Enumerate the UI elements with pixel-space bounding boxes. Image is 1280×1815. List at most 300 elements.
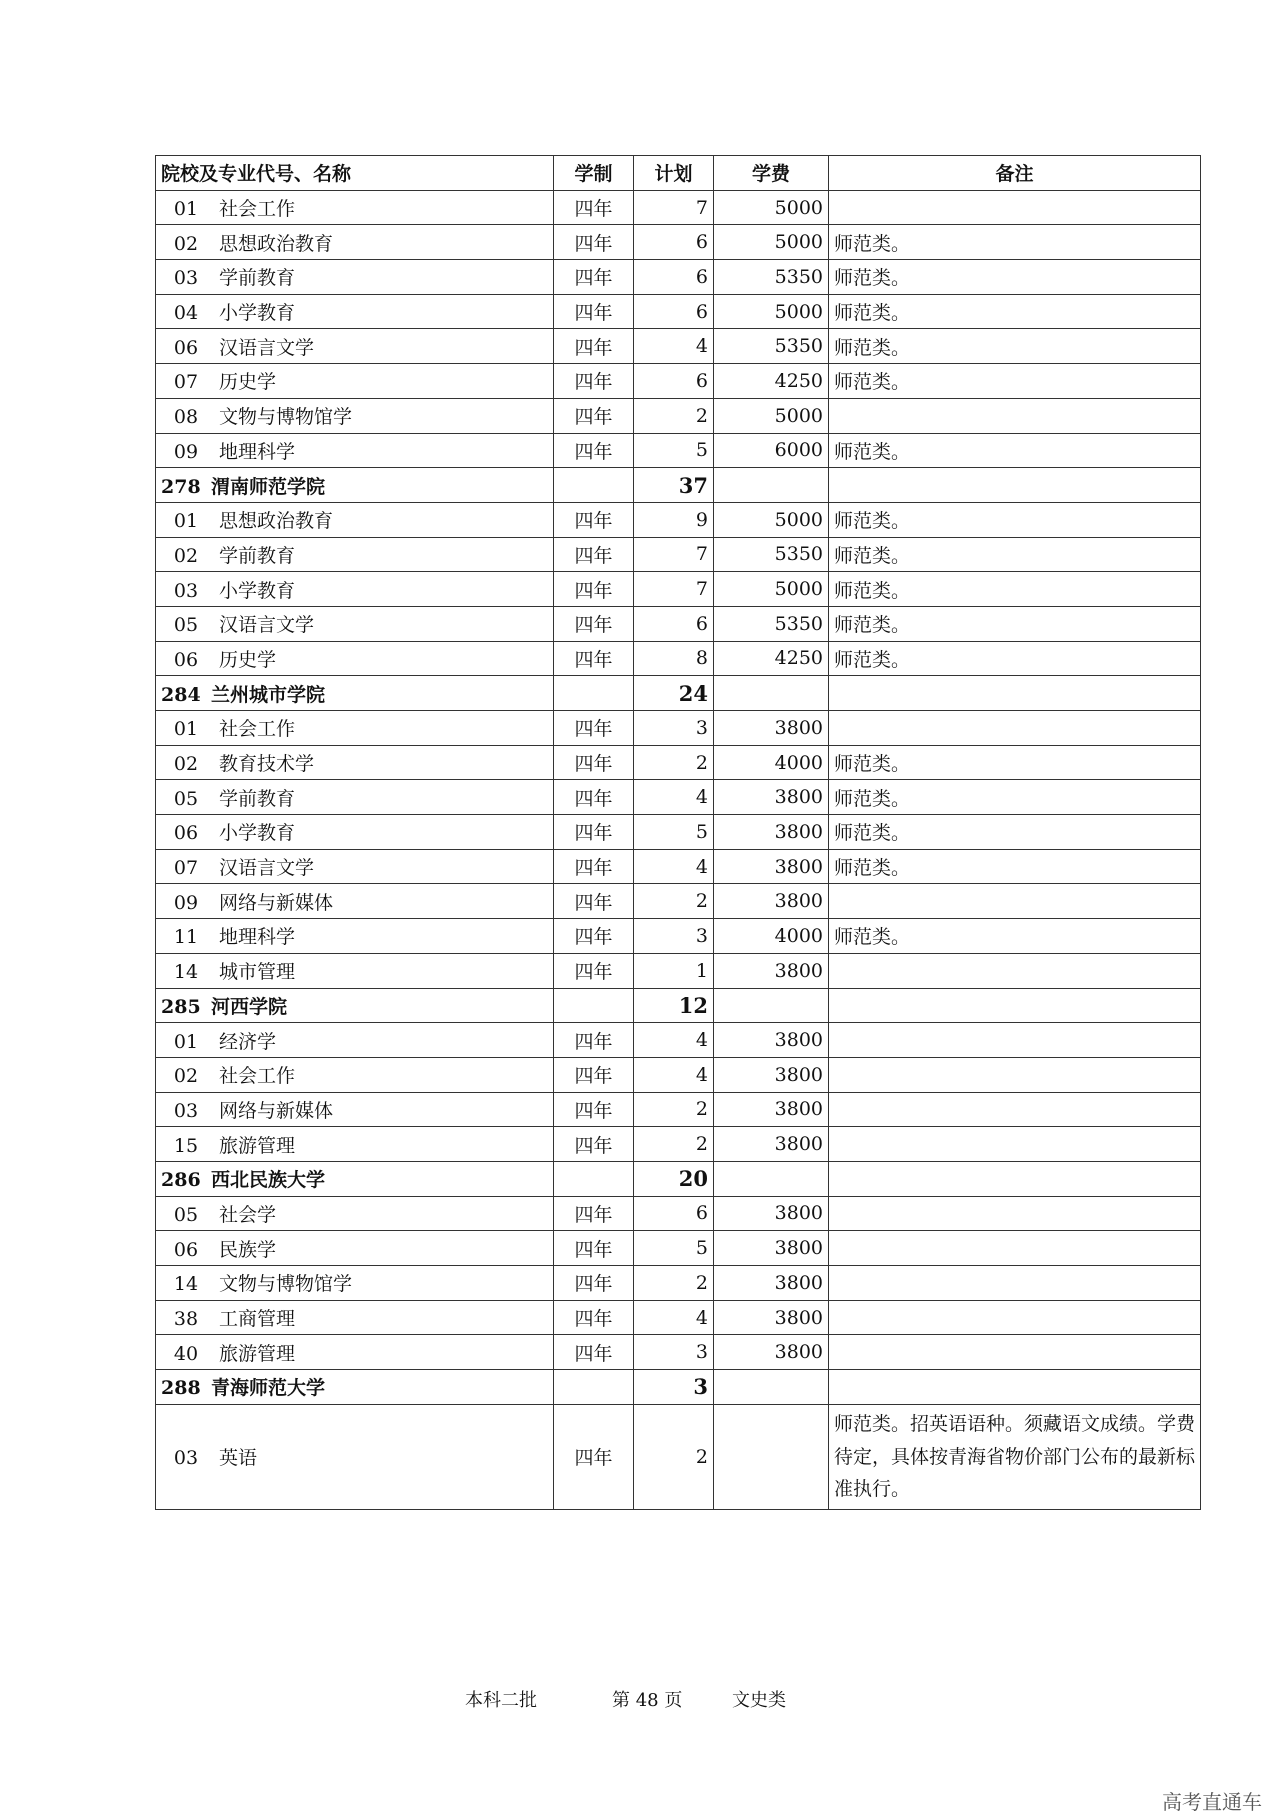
major-name-cell <box>156 1023 554 1058</box>
length-cell: 四年 <box>554 537 634 572</box>
note-cell: 师范类。 <box>829 294 1201 329</box>
major-code: 07 <box>173 857 199 880</box>
note-cell: 师范类。 <box>829 502 1201 537</box>
fee-cell: 3800 <box>714 1023 829 1058</box>
note-cell <box>829 1196 1201 1231</box>
major-name: 历史学 <box>219 648 277 671</box>
length-cell: 四年 <box>554 606 634 641</box>
enrollment-plan-table <box>155 155 1201 1510</box>
table-body <box>156 190 1201 1509</box>
school-name-cell <box>156 988 554 1023</box>
length-cell <box>554 988 634 1023</box>
fee-cell: 4000 <box>714 745 829 780</box>
major-name: 网络与新媒体 <box>219 1099 334 1122</box>
school-row <box>156 468 1201 503</box>
major-row <box>156 225 1201 260</box>
school-name-cell <box>156 1161 554 1196</box>
fee-cell: 4000 <box>714 919 829 954</box>
major-code: 03 <box>173 579 199 602</box>
length-cell: 四年 <box>554 745 634 780</box>
major-name: 汉语言文学 <box>219 614 315 637</box>
footer-category: 文史类 <box>732 1690 786 1711</box>
major-name-cell <box>156 1092 554 1127</box>
major-row <box>156 1300 1201 1335</box>
plan-cell: 2 <box>634 1404 714 1509</box>
length-cell: 四年 <box>554 398 634 433</box>
major-name: 小学教育 <box>219 822 296 845</box>
major-code: 02 <box>173 753 199 776</box>
major-name: 小学教育 <box>219 302 296 325</box>
length-cell: 四年 <box>554 919 634 954</box>
major-code: 05 <box>173 1203 199 1226</box>
major-code: 03 <box>173 1447 199 1470</box>
major-name-cell <box>156 364 554 399</box>
note-cell: 师范类。 <box>829 329 1201 364</box>
header-length: 学制 <box>554 156 634 191</box>
plan-cell: 3 <box>634 919 714 954</box>
plan-cell: 4 <box>634 1300 714 1335</box>
note-cell <box>829 398 1201 433</box>
length-cell: 四年 <box>554 1231 634 1266</box>
note-cell <box>829 1300 1201 1335</box>
major-code: 04 <box>173 302 199 325</box>
major-name-cell <box>156 780 554 815</box>
major-name: 旅游管理 <box>219 1134 296 1157</box>
major-row <box>156 260 1201 295</box>
fee-cell: 3800 <box>714 815 829 850</box>
major-name-cell <box>156 1057 554 1092</box>
length-cell: 四年 <box>554 1196 634 1231</box>
footer-page-number: 第 48 页 <box>612 1690 683 1711</box>
major-row <box>156 1196 1201 1231</box>
major-name-cell <box>156 1196 554 1231</box>
major-name-cell <box>156 745 554 780</box>
fee-cell <box>714 468 829 503</box>
major-code: 05 <box>173 787 199 810</box>
major-name: 英语 <box>219 1447 258 1470</box>
school-row <box>156 1161 1201 1196</box>
major-code: 14 <box>173 961 199 984</box>
note-cell: 师范类。招英语语种。须藏语文成绩。学费待定，具体按青海省物价部门公布的最新标准执行。 <box>829 1404 1201 1509</box>
major-name: 思想政治教育 <box>219 510 334 533</box>
school-name: 西北民族大学 <box>211 1169 326 1192</box>
fee-cell: 5000 <box>714 502 829 537</box>
note-cell <box>829 1023 1201 1058</box>
plan-cell: 2 <box>634 1266 714 1301</box>
plan-cell: 6 <box>634 364 714 399</box>
major-name-cell <box>156 884 554 919</box>
major-name: 经济学 <box>219 1030 277 1053</box>
length-cell: 四年 <box>554 502 634 537</box>
length-cell: 四年 <box>554 1023 634 1058</box>
fee-cell: 5000 <box>714 225 829 260</box>
header-plan: 计划 <box>634 156 714 191</box>
major-row <box>156 1057 1201 1092</box>
major-row <box>156 815 1201 850</box>
school-row <box>156 676 1201 711</box>
length-cell <box>554 676 634 711</box>
major-name: 民族学 <box>219 1238 277 1261</box>
major-name: 地理科学 <box>219 926 296 949</box>
major-row <box>156 1335 1201 1370</box>
fee-cell: 3800 <box>714 1057 829 1092</box>
plan-cell: 4 <box>634 1023 714 1058</box>
note-cell <box>829 1092 1201 1127</box>
length-cell: 四年 <box>554 190 634 225</box>
major-name-cell <box>156 1266 554 1301</box>
major-name: 网络与新媒体 <box>219 891 334 914</box>
major-code: 02 <box>173 232 199 255</box>
table-header-row <box>156 156 1201 191</box>
note-cell <box>829 1266 1201 1301</box>
major-row <box>156 190 1201 225</box>
footer-batch: 本科二批 <box>465 1690 537 1711</box>
major-name: 学前教育 <box>219 544 296 567</box>
plan-cell: 3 <box>634 1370 714 1405</box>
length-cell: 四年 <box>554 1300 634 1335</box>
note-cell <box>829 676 1201 711</box>
major-code: 01 <box>173 510 199 533</box>
school-name-cell <box>156 468 554 503</box>
length-cell: 四年 <box>554 364 634 399</box>
major-code: 02 <box>173 544 199 567</box>
note-cell <box>829 953 1201 988</box>
fee-cell: 3800 <box>714 1092 829 1127</box>
school-name: 青海师范大学 <box>211 1377 326 1400</box>
plan-cell: 3 <box>634 711 714 746</box>
major-row <box>156 780 1201 815</box>
length-cell: 四年 <box>554 641 634 676</box>
major-code: 01 <box>173 1030 199 1053</box>
length-cell: 四年 <box>554 260 634 295</box>
major-name: 学前教育 <box>219 267 296 290</box>
note-cell: 师范类。 <box>829 815 1201 850</box>
length-cell: 四年 <box>554 1092 634 1127</box>
major-row <box>156 849 1201 884</box>
major-row <box>156 1266 1201 1301</box>
major-name-cell <box>156 815 554 850</box>
fee-cell: 6000 <box>714 433 829 468</box>
plan-cell: 2 <box>634 1092 714 1127</box>
plan-cell: 6 <box>634 225 714 260</box>
note-cell: 师范类。 <box>829 364 1201 399</box>
plan-cell: 6 <box>634 260 714 295</box>
plan-cell: 7 <box>634 572 714 607</box>
fee-cell: 3800 <box>714 1196 829 1231</box>
fee-cell: 5000 <box>714 398 829 433</box>
major-name-cell <box>156 1127 554 1162</box>
fee-cell: 3800 <box>714 884 829 919</box>
major-code: 40 <box>173 1342 199 1365</box>
note-cell: 师范类。 <box>829 745 1201 780</box>
fee-cell: 5350 <box>714 606 829 641</box>
major-code: 08 <box>173 406 199 429</box>
major-code: 06 <box>173 336 199 359</box>
major-row <box>156 1092 1201 1127</box>
length-cell <box>554 1161 634 1196</box>
major-name: 社会学 <box>219 1203 277 1226</box>
major-code: 06 <box>173 822 199 845</box>
plan-cell: 1 <box>634 953 714 988</box>
fee-cell: 5000 <box>714 190 829 225</box>
note-cell <box>829 1335 1201 1370</box>
major-name-cell <box>156 398 554 433</box>
note-cell: 师范类。 <box>829 537 1201 572</box>
major-name-cell <box>156 260 554 295</box>
plan-cell: 6 <box>634 294 714 329</box>
plan-cell: 24 <box>634 676 714 711</box>
length-cell: 四年 <box>554 572 634 607</box>
major-name-cell <box>156 711 554 746</box>
major-name: 文物与博物馆学 <box>219 1273 353 1296</box>
major-name-cell <box>156 537 554 572</box>
plan-cell: 37 <box>634 468 714 503</box>
major-name-cell <box>156 1335 554 1370</box>
plan-cell: 4 <box>634 849 714 884</box>
note-cell <box>829 1161 1201 1196</box>
length-cell: 四年 <box>554 884 634 919</box>
length-cell: 四年 <box>554 294 634 329</box>
major-row <box>156 641 1201 676</box>
plan-cell: 5 <box>634 1231 714 1266</box>
major-name: 地理科学 <box>219 440 296 463</box>
note-cell: 师范类。 <box>829 780 1201 815</box>
note-cell: 师范类。 <box>829 260 1201 295</box>
school-code: 285 <box>161 995 201 1018</box>
length-cell: 四年 <box>554 815 634 850</box>
major-name-cell <box>156 433 554 468</box>
major-code: 38 <box>173 1308 199 1331</box>
note-cell <box>829 884 1201 919</box>
major-code: 06 <box>173 648 199 671</box>
major-name: 社会工作 <box>219 198 296 221</box>
plan-cell: 2 <box>634 884 714 919</box>
major-name-cell <box>156 919 554 954</box>
plan-cell: 7 <box>634 190 714 225</box>
school-code: 284 <box>161 683 201 706</box>
plan-cell: 7 <box>634 537 714 572</box>
length-cell: 四年 <box>554 1335 634 1370</box>
major-code: 03 <box>173 1099 199 1122</box>
major-code: 03 <box>173 267 199 290</box>
note-cell <box>829 1057 1201 1092</box>
school-name: 兰州城市学院 <box>211 683 326 706</box>
note-cell <box>829 988 1201 1023</box>
header-note: 备注 <box>829 156 1201 191</box>
major-code: 05 <box>173 614 199 637</box>
plan-cell: 5 <box>634 815 714 850</box>
fee-cell: 5000 <box>714 294 829 329</box>
major-row <box>156 1023 1201 1058</box>
major-name-cell <box>156 190 554 225</box>
plan-cell: 3 <box>634 1335 714 1370</box>
note-cell <box>829 1127 1201 1162</box>
school-name-cell <box>156 676 554 711</box>
fee-cell: 5000 <box>714 572 829 607</box>
major-code: 15 <box>173 1134 199 1157</box>
major-row <box>156 329 1201 364</box>
fee-cell: 3800 <box>714 953 829 988</box>
note-cell: 师范类。 <box>829 849 1201 884</box>
major-row <box>156 1404 1201 1509</box>
school-code: 286 <box>161 1169 201 1192</box>
fee-cell <box>714 1161 829 1196</box>
plan-cell: 20 <box>634 1161 714 1196</box>
fee-cell: 3800 <box>714 1266 829 1301</box>
major-row <box>156 606 1201 641</box>
major-name: 历史学 <box>219 371 277 394</box>
length-cell: 四年 <box>554 433 634 468</box>
major-row <box>156 398 1201 433</box>
note-cell <box>829 711 1201 746</box>
major-name: 汉语言文学 <box>219 857 315 880</box>
major-row <box>156 953 1201 988</box>
note-cell <box>829 1231 1201 1266</box>
note-cell <box>829 1370 1201 1405</box>
major-name-cell <box>156 641 554 676</box>
fee-cell: 3800 <box>714 1335 829 1370</box>
length-cell: 四年 <box>554 1127 634 1162</box>
note-cell: 师范类。 <box>829 225 1201 260</box>
major-code: 02 <box>173 1065 199 1088</box>
length-cell: 四年 <box>554 711 634 746</box>
length-cell: 四年 <box>554 849 634 884</box>
length-cell: 四年 <box>554 1057 634 1092</box>
length-cell: 四年 <box>554 329 634 364</box>
major-row <box>156 1127 1201 1162</box>
plan-cell: 8 <box>634 641 714 676</box>
school-name-cell <box>156 1370 554 1405</box>
major-code: 06 <box>173 1238 199 1261</box>
major-row <box>156 884 1201 919</box>
major-row <box>156 919 1201 954</box>
major-code: 14 <box>173 1273 199 1296</box>
note-cell: 师范类。 <box>829 919 1201 954</box>
major-row <box>156 537 1201 572</box>
length-cell: 四年 <box>554 225 634 260</box>
school-code: 278 <box>161 475 201 498</box>
header-fee: 学费 <box>714 156 829 191</box>
length-cell: 四年 <box>554 1266 634 1301</box>
school-name: 渭南师范学院 <box>211 475 326 498</box>
major-code: 01 <box>173 718 199 741</box>
school-name: 河西学院 <box>211 995 288 1018</box>
length-cell <box>554 1370 634 1405</box>
length-cell: 四年 <box>554 1404 634 1509</box>
note-cell <box>829 468 1201 503</box>
plan-cell: 4 <box>634 329 714 364</box>
school-row <box>156 1370 1201 1405</box>
plan-cell: 4 <box>634 780 714 815</box>
fee-cell: 3800 <box>714 1231 829 1266</box>
fee-cell: 3800 <box>714 849 829 884</box>
major-name-cell <box>156 572 554 607</box>
fee-cell: 5350 <box>714 537 829 572</box>
school-code: 288 <box>161 1377 201 1400</box>
watermark: 高考直通车 <box>1162 1790 1262 1814</box>
major-name-cell <box>156 294 554 329</box>
fee-cell <box>714 676 829 711</box>
major-name: 思想政治教育 <box>219 232 334 255</box>
major-code: 01 <box>173 198 199 221</box>
plan-cell: 2 <box>634 745 714 780</box>
major-name: 旅游管理 <box>219 1342 296 1365</box>
fee-cell: 5350 <box>714 260 829 295</box>
major-name: 学前教育 <box>219 787 296 810</box>
major-row <box>156 502 1201 537</box>
major-name-cell <box>156 329 554 364</box>
fee-cell: 5350 <box>714 329 829 364</box>
major-row <box>156 711 1201 746</box>
major-row <box>156 745 1201 780</box>
note-cell <box>829 190 1201 225</box>
major-name: 小学教育 <box>219 579 296 602</box>
major-name: 教育技术学 <box>219 753 315 776</box>
major-name: 工商管理 <box>219 1308 296 1331</box>
fee-cell <box>714 1370 829 1405</box>
note-cell: 师范类。 <box>829 606 1201 641</box>
plan-cell: 5 <box>634 433 714 468</box>
major-code: 11 <box>173 926 199 949</box>
major-code: 09 <box>173 891 199 914</box>
major-code: 09 <box>173 440 199 463</box>
fee-cell: 4250 <box>714 364 829 399</box>
major-name-cell <box>156 1231 554 1266</box>
fee-cell: 3800 <box>714 1127 829 1162</box>
fee-cell: 3800 <box>714 780 829 815</box>
length-cell: 四年 <box>554 780 634 815</box>
major-row <box>156 433 1201 468</box>
header-name: 院校及专业代号、名称 <box>156 156 554 191</box>
major-name-cell <box>156 849 554 884</box>
major-row <box>156 1231 1201 1266</box>
note-cell: 师范类。 <box>829 433 1201 468</box>
major-name: 社会工作 <box>219 1065 296 1088</box>
major-row <box>156 572 1201 607</box>
major-code: 07 <box>173 371 199 394</box>
plan-cell: 12 <box>634 988 714 1023</box>
note-cell: 师范类。 <box>829 572 1201 607</box>
major-name: 社会工作 <box>219 718 296 741</box>
major-name-cell <box>156 953 554 988</box>
major-name-cell <box>156 502 554 537</box>
major-name: 汉语言文学 <box>219 336 315 359</box>
length-cell <box>554 468 634 503</box>
major-name: 文物与博物馆学 <box>219 406 353 429</box>
major-row <box>156 294 1201 329</box>
note-cell: 师范类。 <box>829 641 1201 676</box>
major-row <box>156 364 1201 399</box>
plan-cell: 6 <box>634 606 714 641</box>
fee-cell: 3800 <box>714 1300 829 1335</box>
fee-cell <box>714 988 829 1023</box>
plan-cell: 4 <box>634 1057 714 1092</box>
plan-cell: 2 <box>634 1127 714 1162</box>
plan-cell: 9 <box>634 502 714 537</box>
major-name: 城市管理 <box>219 961 296 984</box>
plan-cell: 2 <box>634 398 714 433</box>
major-name-cell <box>156 1404 554 1509</box>
major-name-cell <box>156 606 554 641</box>
length-cell: 四年 <box>554 953 634 988</box>
major-name-cell <box>156 1300 554 1335</box>
plan-cell: 6 <box>634 1196 714 1231</box>
fee-cell <box>714 1404 829 1509</box>
fee-cell: 3800 <box>714 711 829 746</box>
fee-cell: 4250 <box>714 641 829 676</box>
school-row <box>156 988 1201 1023</box>
major-name-cell <box>156 225 554 260</box>
